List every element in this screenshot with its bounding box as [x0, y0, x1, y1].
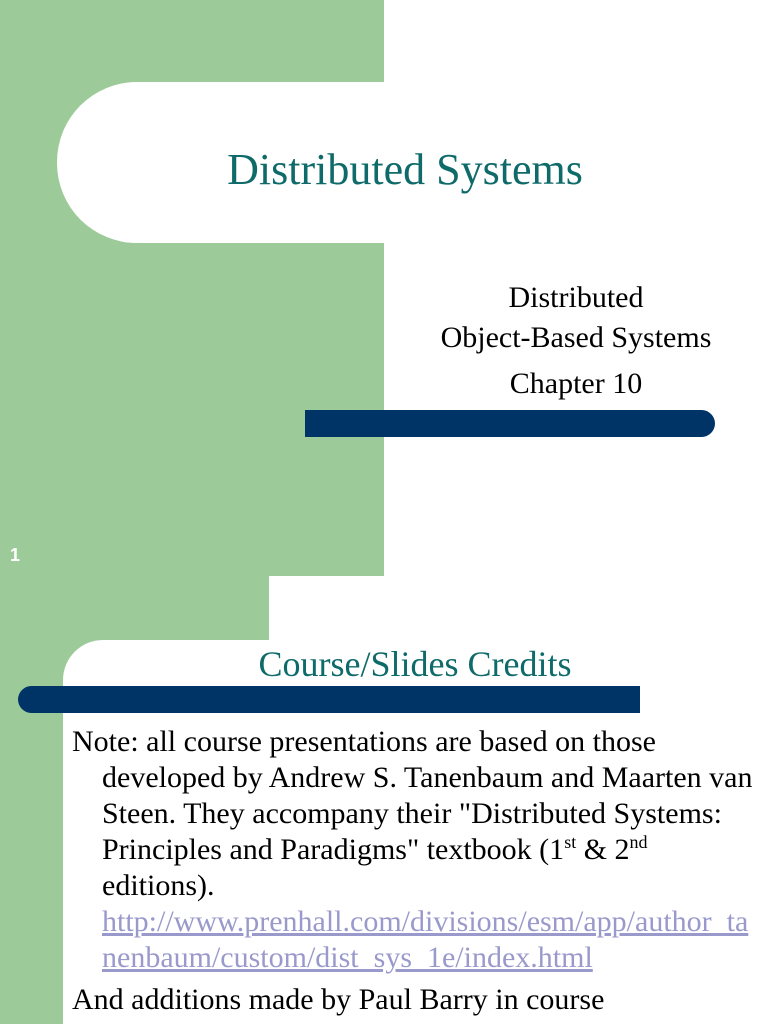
- subtitle-chapter: Chapter 10: [509, 367, 643, 400]
- credits-additions: And additions made by Paul Barry in course: [72, 983, 605, 1016]
- page-number: 1: [10, 545, 21, 565]
- subtitle-line-2: Object-Based Systems: [440, 321, 712, 354]
- note-text: Note: all course presentations are based on those developed by Andrew S. Tanenbaum and Maarten van Steen. They accompany their "Distributed Systems: Principles and Paradigms" textbook (1: [72, 725, 753, 866]
- decorative-bar: [18, 686, 640, 713]
- superscript-nd: nd: [629, 832, 648, 852]
- note-text-2: & 2: [576, 833, 630, 866]
- slide-body: [72, 724, 762, 1018]
- slide-2: [0, 576, 768, 1024]
- slide-title: Distributed Systems: [227, 145, 583, 194]
- textbook-link[interactable]: http://www.prenhall.com/divisions/esm/app/author_tanenbaum/custom/dist_sys_1e/index.html: [102, 905, 749, 974]
- superscript-st: st: [564, 832, 577, 852]
- slide-subtitle: [400, 278, 752, 404]
- slide-title: Course/Slides Credits: [258, 644, 572, 684]
- subtitle-line-1: Distributed: [508, 281, 644, 314]
- credits-note: [72, 724, 762, 976]
- decorative-bar: [305, 410, 715, 437]
- note-text-3: editions).: [102, 869, 215, 902]
